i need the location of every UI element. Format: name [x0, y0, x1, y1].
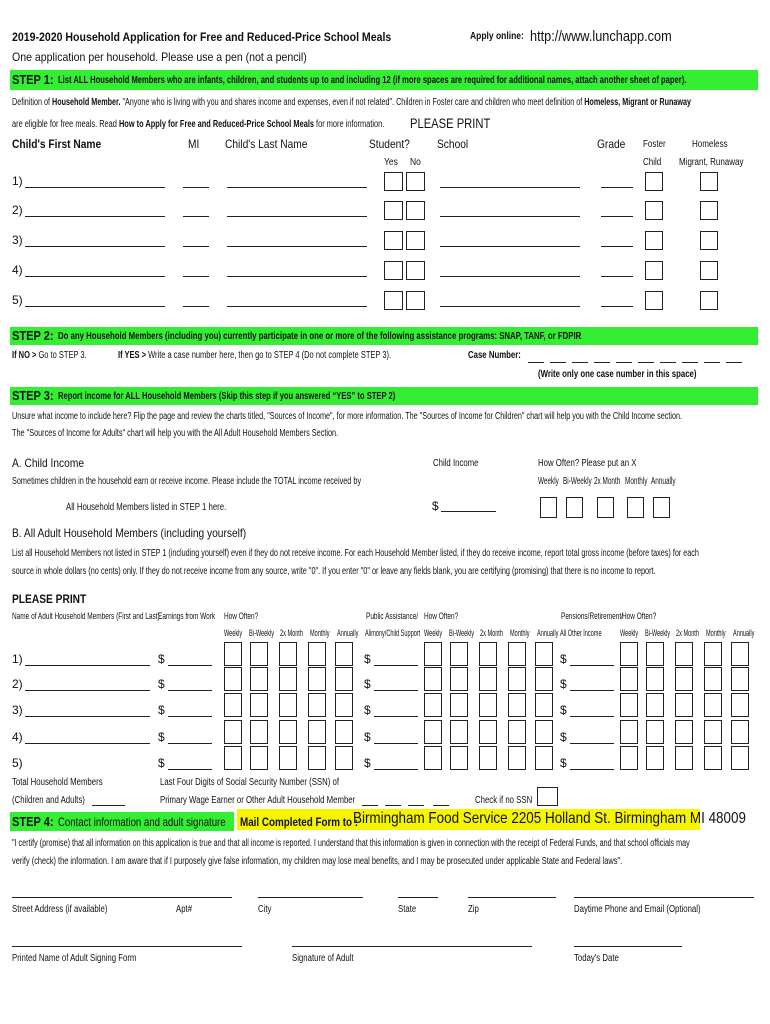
- unsure-line-1: Unsure what income to include here? Flip the page and review the charts titled, "Sources of Income", for more information. The "Sources of Income for Children" chart will help you with the Child Income section.: [12, 411, 683, 422]
- child-last-name-field[interactable]: [227, 246, 367, 247]
- child-row-number: 2): [12, 203, 23, 217]
- adult-public-amount-field[interactable]: [374, 716, 418, 717]
- adult-freq-checkbox[interactable]: [279, 667, 297, 691]
- child-row-number: 3): [12, 233, 23, 247]
- col-mi: MI: [188, 137, 200, 151]
- adult-col-name: Name of Adult Household Members (First and Last): [12, 611, 160, 621]
- city-label: City: [258, 904, 272, 915]
- adult-desc-1: List all Household Members not listed in STEP 1 (including yourself) even if they do not receive income. For each Household Member listed, if they do receive income, report total gross income (before taxes) for each: [12, 548, 699, 559]
- adult-public-dollar: $: [364, 756, 371, 770]
- adult-freq-checkbox[interactable]: [450, 642, 468, 666]
- step2-label: STEP 2:: [12, 328, 54, 343]
- adult-freq-monthly: Monthly: [310, 628, 330, 638]
- adult-freq-checkbox[interactable]: [620, 746, 638, 770]
- adult-freq-2x month: 2x Month: [676, 628, 699, 638]
- step2-if-yes: If YES > Write a case number here, then go to STEP 4 (Do not complete STEP 3).: [118, 350, 392, 361]
- form-subtitle: One application per household. Please use a pen (not a pencil): [12, 50, 307, 64]
- adult-public-amount-field[interactable]: [374, 769, 418, 770]
- certify-line-1: "I certify (promise) that all information on this application is true and that all income is reported. I understand that this information is given in connection with the receipt of Federal Funds, and that school officials may: [12, 838, 690, 849]
- state-field[interactable]: [398, 897, 438, 898]
- adult-freq-annually: Annually: [537, 628, 559, 638]
- state-label: State: [398, 904, 417, 915]
- child-freq-checkbox[interactable]: [566, 497, 583, 518]
- child-income-col: Child Income: [433, 458, 479, 469]
- adult-freq-checkbox[interactable]: [704, 720, 722, 744]
- case-number-digit[interactable]: [660, 362, 676, 363]
- col-school: School: [437, 137, 469, 151]
- adult-freq-checkbox[interactable]: [731, 667, 749, 691]
- adult-work-dollar: $: [158, 703, 165, 717]
- adult-work-dollar: $: [158, 677, 165, 691]
- adult-freq-checkbox[interactable]: [250, 746, 268, 770]
- homeless-checkbox[interactable]: [700, 291, 718, 310]
- adult-freq-checkbox[interactable]: [424, 667, 442, 691]
- adult-freq-checkbox[interactable]: [250, 720, 268, 744]
- ssn-label-2: Primary Wage Earner or Other Adult Household Member: [160, 795, 356, 806]
- adult-freq-checkbox[interactable]: [424, 693, 442, 717]
- adult-public-dollar: $: [364, 652, 371, 666]
- phone-field[interactable]: [574, 897, 754, 898]
- adult-freq-annually: Annually: [337, 628, 359, 638]
- adult-freq-annually: Annually: [733, 628, 755, 638]
- child-freq-annually: Annually: [651, 476, 676, 487]
- please-print-2: PLEASE PRINT: [12, 592, 87, 606]
- child-mi-field[interactable]: [183, 246, 209, 247]
- child-mi-field[interactable]: [183, 276, 209, 277]
- col-no: No: [410, 157, 421, 168]
- child-first-name-field[interactable]: [25, 216, 165, 217]
- adult-freq-weekly: Weekly: [424, 628, 443, 638]
- student-yes-checkbox[interactable]: [384, 172, 403, 191]
- step1-label: STEP 1:: [12, 72, 54, 87]
- foster-child-checkbox[interactable]: [645, 291, 663, 310]
- adult-freq-monthly: Monthly: [706, 628, 726, 638]
- printed-name-field[interactable]: [12, 946, 242, 947]
- adult-freq-checkbox[interactable]: [731, 720, 749, 744]
- adult-pension-amount-field[interactable]: [570, 769, 614, 770]
- adult-freq-checkbox[interactable]: [450, 693, 468, 717]
- ssn-digit-field[interactable]: [433, 805, 449, 806]
- adult-public-amount-field[interactable]: [374, 665, 418, 666]
- adult-freq-checkbox[interactable]: [450, 667, 468, 691]
- adult-work-dollar: $: [158, 652, 165, 666]
- child-freq-checkbox[interactable]: [627, 497, 644, 518]
- adult-name-field[interactable]: [25, 716, 150, 717]
- no-ssn-label: Check if no SSN: [475, 795, 533, 806]
- adult-row-number: 4): [12, 730, 23, 744]
- adult-col-alimony: Alimony/Child Support: [365, 628, 421, 638]
- grade-field[interactable]: [601, 276, 633, 277]
- adult-work-amount-field[interactable]: [168, 690, 212, 691]
- adult-col-work: Earnings from Work: [158, 611, 216, 621]
- child-last-name-field[interactable]: [227, 276, 367, 277]
- child-how-often: How Often? Please put an X: [538, 458, 637, 469]
- zip-label: Zip: [468, 904, 479, 915]
- case-number-digit[interactable]: [528, 362, 544, 363]
- case-number-note: (Write only one case number in this space): [538, 369, 697, 380]
- street-field[interactable]: [12, 897, 232, 898]
- child-freq-monthly: Monthly: [625, 476, 648, 487]
- adult-freq-checkbox[interactable]: [335, 746, 353, 770]
- homeless-checkbox[interactable]: [700, 231, 718, 250]
- child-freq-checkbox[interactable]: [540, 497, 557, 518]
- total-members-field[interactable]: [92, 805, 125, 806]
- adult-col-public: Public Assistance/: [366, 611, 419, 621]
- adult-pension-amount-field[interactable]: [570, 716, 614, 717]
- adult-freq-checkbox[interactable]: [704, 667, 722, 691]
- phone-label: Daytime Phone and Email (Optional): [574, 904, 701, 915]
- adult-name-field[interactable]: [25, 743, 150, 744]
- child-first-name-field[interactable]: [25, 246, 165, 247]
- adult-work-dollar: $: [158, 730, 165, 744]
- step2-if-no: If NO > Go to STEP 3.: [12, 350, 87, 361]
- foster-child-checkbox[interactable]: [645, 231, 663, 250]
- foster-child-checkbox[interactable]: [645, 201, 663, 220]
- apply-online-url[interactable]: http://www.lunchapp.com: [530, 28, 672, 45]
- case-number-digit[interactable]: [704, 362, 720, 363]
- child-mi-field[interactable]: [183, 187, 209, 188]
- adult-public-amount-field[interactable]: [374, 690, 418, 691]
- apply-online-label: Apply online:: [470, 31, 524, 42]
- adult-freq-checkbox[interactable]: [450, 746, 468, 770]
- case-number-digit[interactable]: [616, 362, 632, 363]
- adult-freq-checkbox[interactable]: [704, 642, 722, 666]
- adult-freq-checkbox[interactable]: [508, 667, 526, 691]
- adult-freq-checkbox[interactable]: [535, 693, 553, 717]
- adult-freq-monthly: Monthly: [510, 628, 530, 638]
- signature-field[interactable]: [292, 946, 532, 947]
- adult-freq-checkbox[interactable]: [535, 746, 553, 770]
- adult-freq-weekly: Weekly: [224, 628, 243, 638]
- adult-pension-dollar: $: [560, 652, 567, 666]
- adult-freq-bi-weekly: Bi-Weekly: [449, 628, 475, 638]
- adult-freq-checkbox[interactable]: [308, 667, 326, 691]
- adult-freq-checkbox[interactable]: [731, 693, 749, 717]
- no-ssn-checkbox[interactable]: [537, 787, 558, 806]
- adult-freq-checkbox[interactable]: [224, 720, 242, 744]
- grade-field[interactable]: [601, 246, 633, 247]
- zip-field[interactable]: [468, 897, 556, 898]
- grade-field[interactable]: [601, 306, 633, 307]
- child-first-name-field[interactable]: [25, 276, 165, 277]
- child-row-number: 5): [12, 293, 23, 307]
- adult-freq-checkbox[interactable]: [646, 667, 664, 691]
- adult-pension-dollar: $: [560, 703, 567, 717]
- adult-freq-checkbox[interactable]: [620, 720, 638, 744]
- child-row-number: 1): [12, 174, 23, 188]
- adult-how-often-2: How Often?: [424, 611, 459, 621]
- grade-field[interactable]: [601, 187, 633, 188]
- adult-freq-checkbox[interactable]: [335, 693, 353, 717]
- col-foster-2: Child: [643, 157, 662, 168]
- adult-freq-2x month: 2x Month: [480, 628, 503, 638]
- adult-freq-checkbox[interactable]: [250, 693, 268, 717]
- homeless-checkbox[interactable]: [700, 172, 718, 191]
- adult-work-amount-field[interactable]: [168, 769, 212, 770]
- adult-freq-checkbox[interactable]: [646, 720, 664, 744]
- school-field[interactable]: [440, 276, 580, 277]
- child-income-row-label: All Household Members listed in STEP 1 here.: [66, 502, 227, 513]
- child-freq-weekly: Weekly: [538, 476, 559, 487]
- adult-work-dollar: $: [158, 756, 165, 770]
- adult-freq-checkbox[interactable]: [704, 746, 722, 770]
- col-grade: Grade: [597, 137, 626, 151]
- adult-pension-amount-field[interactable]: [570, 743, 614, 744]
- case-number-digit[interactable]: [550, 362, 566, 363]
- child-freq-checkbox[interactable]: [597, 497, 614, 518]
- adult-pension-dollar: $: [560, 756, 567, 770]
- adult-freq-checkbox[interactable]: [620, 693, 638, 717]
- total-members-sub: (Children and Adults): [12, 795, 85, 806]
- household-member-definition: Definition of Household Member. "Anyone who is living with you and shares income and expenses, even if not related". Children in Foster care and children who meet definition of Homeless, Migrant or Runaway: [12, 97, 692, 108]
- adult-work-amount-field[interactable]: [168, 743, 212, 744]
- ssn-digit-field[interactable]: [385, 805, 401, 806]
- adult-freq-checkbox[interactable]: [250, 667, 268, 691]
- adult-freq-checkbox[interactable]: [308, 693, 326, 717]
- certify-line-2: verify (check) the information. I am aware that if I purposely give false information, my children may lose meal benefits, and I may be prosecuted under applicable State and Federal laws".: [12, 856, 623, 867]
- step1-instructions: List ALL Household Members who are infants, children, and students up to and including 12 (if more spaces are required for additional names, attach another sheet of paper).: [58, 75, 687, 86]
- foster-child-checkbox[interactable]: [645, 261, 663, 280]
- student-no-checkbox[interactable]: [406, 172, 425, 191]
- adult-freq-checkbox[interactable]: [479, 720, 497, 744]
- adult-freq-checkbox[interactable]: [424, 720, 442, 744]
- adult-work-amount-field[interactable]: [168, 665, 212, 666]
- adult-freq-weekly: Weekly: [620, 628, 639, 638]
- adult-public-amount-field[interactable]: [374, 743, 418, 744]
- adult-freq-checkbox[interactable]: [224, 642, 242, 666]
- adult-members-title: B. All Adult Household Members (including yourself): [12, 526, 247, 540]
- adult-freq-checkbox[interactable]: [731, 642, 749, 666]
- grade-field[interactable]: [601, 216, 633, 217]
- child-mi-field[interactable]: [183, 306, 209, 307]
- adult-freq-checkbox[interactable]: [479, 642, 497, 666]
- adult-freq-checkbox[interactable]: [675, 746, 693, 770]
- apt-label: Apt#: [176, 904, 193, 915]
- adult-freq-checkbox[interactable]: [224, 746, 242, 770]
- street-label: Street Address (if available): [12, 904, 108, 915]
- student-no-checkbox[interactable]: [406, 261, 425, 280]
- adult-freq-checkbox[interactable]: [424, 746, 442, 770]
- adult-freq-checkbox[interactable]: [479, 746, 497, 770]
- adult-pension-dollar: $: [560, 677, 567, 691]
- printed-name-label: Printed Name of Adult Signing Form: [12, 953, 137, 964]
- adult-freq-checkbox[interactable]: [508, 642, 526, 666]
- adult-freq-checkbox[interactable]: [279, 746, 297, 770]
- adult-public-dollar: $: [364, 677, 371, 691]
- col-homeless-2: Migrant, Runaway: [679, 157, 744, 168]
- adult-freq-checkbox[interactable]: [335, 642, 353, 666]
- col-first-name: Child's First Name: [12, 137, 102, 151]
- adult-freq-checkbox[interactable]: [308, 746, 326, 770]
- student-yes-checkbox[interactable]: [384, 291, 403, 310]
- student-yes-checkbox[interactable]: [384, 201, 403, 220]
- date-field[interactable]: [574, 946, 682, 947]
- student-yes-checkbox[interactable]: [384, 231, 403, 250]
- adult-name-field[interactable]: [25, 690, 150, 691]
- step3-label: STEP 3:: [12, 388, 54, 403]
- student-no-checkbox[interactable]: [406, 231, 425, 250]
- case-number-label: Case Number:: [468, 350, 521, 361]
- adult-freq-checkbox[interactable]: [308, 720, 326, 744]
- adult-freq-checkbox[interactable]: [675, 667, 693, 691]
- child-income-dollar: $: [432, 499, 439, 513]
- homeless-checkbox[interactable]: [700, 201, 718, 220]
- adult-freq-checkbox[interactable]: [675, 642, 693, 666]
- adult-freq-checkbox[interactable]: [620, 642, 638, 666]
- child-first-name-field[interactable]: [25, 187, 165, 188]
- col-homeless-1: Homeless: [692, 139, 728, 150]
- case-number-digit[interactable]: [638, 362, 654, 363]
- adult-how-often-1: How Often?: [224, 611, 259, 621]
- child-income-field[interactable]: [441, 511, 496, 512]
- child-income-desc: Sometimes children in the household earn or receive income. Please include the TOTAL income received by: [12, 476, 362, 487]
- adult-freq-checkbox[interactable]: [535, 667, 553, 691]
- adult-freq-bi-weekly: Bi-Weekly: [249, 628, 275, 638]
- total-members-label: Total Household Members: [12, 777, 103, 788]
- step4-label: STEP 4:: [12, 814, 54, 829]
- adult-work-amount-field[interactable]: [168, 716, 212, 717]
- adult-freq-checkbox[interactable]: [508, 720, 526, 744]
- adult-freq-checkbox[interactable]: [335, 667, 353, 691]
- adult-col-other: All Other Income: [560, 628, 602, 638]
- col-last-name: Child's Last Name: [225, 137, 308, 151]
- adult-col-pensions: Pensions/Retirement/: [561, 611, 623, 621]
- foster-child-checkbox[interactable]: [645, 172, 663, 191]
- child-mi-field[interactable]: [183, 216, 209, 217]
- child-freq-checkbox[interactable]: [653, 497, 670, 518]
- child-freq-2x month: 2x Month: [594, 476, 621, 487]
- school-field[interactable]: [440, 246, 580, 247]
- adult-freq-checkbox[interactable]: [535, 642, 553, 666]
- adult-freq-checkbox[interactable]: [308, 642, 326, 666]
- adult-freq-checkbox[interactable]: [450, 720, 468, 744]
- adult-row-number: 5): [12, 756, 23, 770]
- adult-freq-checkbox[interactable]: [675, 693, 693, 717]
- step2-question: Do any Household Members (including you) currently participate in one or more of the following assistance programs: SNAP, TANF, or FDPIR: [58, 331, 582, 342]
- adult-freq-checkbox[interactable]: [646, 642, 664, 666]
- child-last-name-field[interactable]: [227, 306, 367, 307]
- adult-freq-checkbox[interactable]: [279, 720, 297, 744]
- adult-freq-checkbox[interactable]: [224, 693, 242, 717]
- adult-pension-amount-field[interactable]: [570, 665, 614, 666]
- adult-freq-checkbox[interactable]: [279, 642, 297, 666]
- adult-freq-checkbox[interactable]: [620, 667, 638, 691]
- ssn-label-1: Last Four Digits of Social Security Number (SSN) of: [160, 777, 340, 788]
- adult-public-dollar: $: [364, 730, 371, 744]
- case-number-digit[interactable]: [594, 362, 610, 363]
- adult-freq-checkbox[interactable]: [675, 720, 693, 744]
- student-yes-checkbox[interactable]: [384, 261, 403, 280]
- unsure-line-2: The "Sources of Income for Adults" chart will help you with the All Adult Household Members Section.: [12, 428, 339, 439]
- step3-instructions: Report income for ALL Household Members (Skip this step if you answered “YES” to STEP 2): [58, 391, 396, 402]
- adult-freq-checkbox[interactable]: [479, 667, 497, 691]
- col-student: Student?: [369, 137, 410, 151]
- case-number-digit[interactable]: [682, 362, 698, 363]
- child-freq-bi-weekly: Bi-Weekly: [563, 476, 592, 487]
- adult-freq-checkbox[interactable]: [479, 693, 497, 717]
- child-income-title: A. Child Income: [12, 456, 84, 470]
- child-first-name-field[interactable]: [25, 306, 165, 307]
- school-field[interactable]: [440, 216, 580, 217]
- adult-freq-checkbox[interactable]: [250, 642, 268, 666]
- adult-row-number: 2): [12, 677, 23, 691]
- adult-freq-checkbox[interactable]: [508, 746, 526, 770]
- eligibility-note: are eligible for free meals. Read How to Apply for Free and Reduced-Price School Meals for more information.: [12, 119, 385, 130]
- adult-freq-checkbox[interactable]: [508, 693, 526, 717]
- date-label: Today's Date: [574, 953, 619, 964]
- adult-pension-amount-field[interactable]: [570, 690, 614, 691]
- adult-freq-checkbox[interactable]: [424, 642, 442, 666]
- adult-public-dollar: $: [364, 703, 371, 717]
- child-row-number: 4): [12, 263, 23, 277]
- student-no-checkbox[interactable]: [406, 291, 425, 310]
- step4-text: Contact information and adult signature: [58, 815, 226, 829]
- adult-freq-checkbox[interactable]: [704, 693, 722, 717]
- adult-row-number: 3): [12, 703, 23, 717]
- school-field[interactable]: [440, 187, 580, 188]
- adult-freq-checkbox[interactable]: [279, 693, 297, 717]
- adult-freq-checkbox[interactable]: [646, 693, 664, 717]
- signature-label: Signature of Adult: [292, 953, 354, 964]
- col-foster-1: Foster: [643, 139, 666, 150]
- child-last-name-field[interactable]: [227, 187, 367, 188]
- adult-freq-checkbox[interactable]: [731, 746, 749, 770]
- mail-label: Mail Completed Form to :: [240, 815, 359, 829]
- please-print-1: PLEASE PRINT: [410, 115, 491, 131]
- adult-pension-dollar: $: [560, 730, 567, 744]
- form-title: 2019-2020 Household Application for Free and Reduced-Price School Meals: [12, 30, 392, 44]
- adult-row-number: 1): [12, 652, 23, 666]
- adult-freq-checkbox[interactable]: [335, 720, 353, 744]
- school-field[interactable]: [440, 306, 580, 307]
- homeless-checkbox[interactable]: [700, 261, 718, 280]
- adult-freq-checkbox[interactable]: [646, 746, 664, 770]
- adult-desc-2: source in whole dollars (no cents) only. If they do not receive income from any source, write "0". If you enter "0" or leave any fields blank, you are certifying (promising) that there is no income to report.: [12, 566, 656, 577]
- adult-name-field[interactable]: [25, 665, 150, 666]
- city-field[interactable]: [258, 897, 363, 898]
- adult-freq-checkbox[interactable]: [535, 720, 553, 744]
- col-yes: Yes: [384, 157, 398, 168]
- adult-freq-2x month: 2x Month: [280, 628, 303, 638]
- child-last-name-field[interactable]: [227, 216, 367, 217]
- mail-address: Birmingham Food Service 2205 Holland St. Birmingham MI 48009: [353, 810, 746, 827]
- student-no-checkbox[interactable]: [406, 201, 425, 220]
- adult-freq-bi-weekly: Bi-Weekly: [645, 628, 671, 638]
- ssn-digit-field[interactable]: [408, 805, 424, 806]
- adult-freq-checkbox[interactable]: [224, 667, 242, 691]
- case-number-digit[interactable]: [726, 362, 742, 363]
- ssn-digit-field[interactable]: [362, 805, 378, 806]
- case-number-digit[interactable]: [572, 362, 588, 363]
- adult-how-often-3: How Often?: [622, 611, 657, 621]
